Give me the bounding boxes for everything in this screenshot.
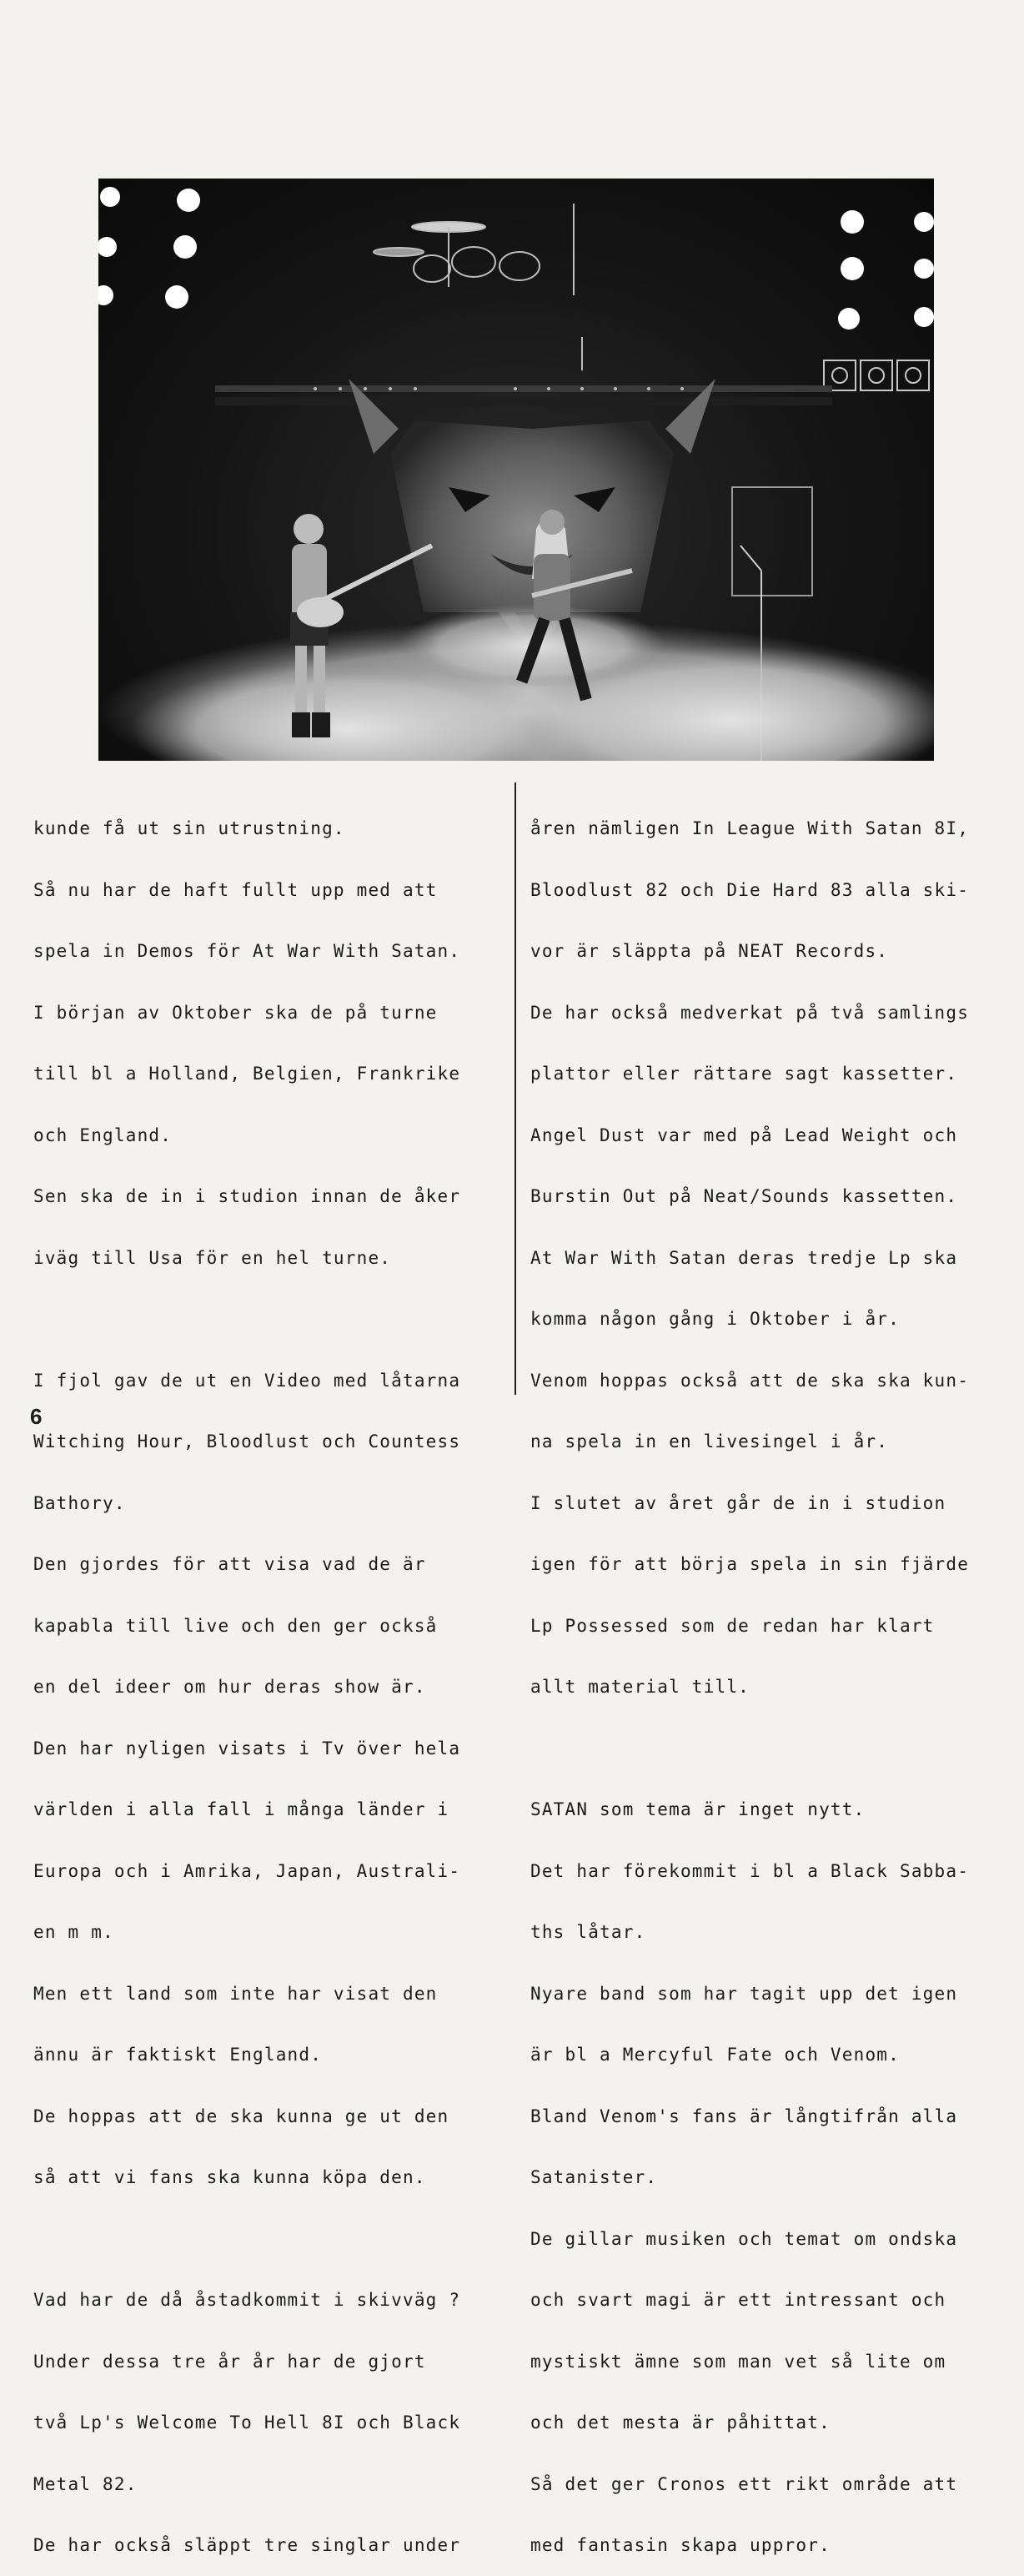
text-line: kunde få ut sin utrustning. bbox=[33, 818, 345, 838]
text-line: ths låtar. bbox=[530, 1922, 646, 1942]
text-line: Angel Dust var med på Lead Weight och bbox=[530, 1124, 958, 1145]
text-line: Burstin Out på Neat/Sounds kassetten. bbox=[530, 1186, 958, 1206]
text-line: Europa och i Amrika, Japan, Australi- bbox=[33, 1860, 461, 1881]
stage-monitor bbox=[732, 487, 812, 596]
text-line: ännu är faktiskt England. bbox=[33, 2045, 323, 2065]
text-line: två Lp's Welcome To Hell 8I och Black bbox=[33, 2412, 461, 2433]
text-line: och det mesta är påhittat. bbox=[530, 2412, 831, 2433]
text-line: De hoppas att de ska kunna ge ut den bbox=[33, 2106, 449, 2126]
text-line: plattor eller rättare sagt kassetter. bbox=[530, 1064, 958, 1084]
text-line: na spela in en livesingel i år. bbox=[530, 1431, 889, 1452]
text-line: igen för att börja spela in sin fjärde bbox=[530, 1554, 970, 1574]
text-line: allt material till. bbox=[530, 1677, 750, 1697]
stage-lights-right bbox=[838, 210, 934, 330]
text-line: är bl a Mercyful Fate och Venom. bbox=[530, 2045, 900, 2065]
text-line: Metal 82. bbox=[33, 2473, 138, 2494]
stage-smoke bbox=[98, 604, 934, 761]
text-line: så att vi fans ska kunna köpa den. bbox=[33, 2167, 426, 2187]
text-line: och svart magi är ett intressant och bbox=[530, 2290, 946, 2310]
article-column-left bbox=[33, 777, 500, 2576]
text-line: en m m. bbox=[33, 1922, 114, 1942]
page-number: 6 bbox=[30, 1404, 43, 1429]
paragraph-gap bbox=[530, 1738, 997, 1759]
article-column-right bbox=[530, 777, 997, 2576]
text-line: Så nu har de haft fullt upp med att bbox=[33, 879, 438, 900]
text-line: Witching Hour, Bloodlust och Countess bbox=[33, 1431, 461, 1452]
text-line: De har också medverkat på två samlings bbox=[530, 1002, 970, 1023]
stage-lights-left bbox=[98, 187, 200, 309]
text-line: iväg till Usa för en hel turne. bbox=[33, 1247, 392, 1268]
text-line: Det har förekommit i bl a Black Sabba- bbox=[530, 1860, 970, 1881]
text-line: De har också släppt tre singlar under bbox=[33, 2535, 461, 2555]
text-line: Den gjordes för att visa vad de är bbox=[33, 1554, 426, 1574]
text-line: Under dessa tre år år har de gjort bbox=[33, 2351, 426, 2372]
text-line: mystiskt ämne som man vet så lite om bbox=[530, 2351, 946, 2372]
text-line: Satanister. bbox=[530, 2167, 658, 2187]
text-line: världen i alla fall i många länder i bbox=[33, 1799, 449, 1819]
text-line: I slutet av året går de in i studion bbox=[530, 1492, 946, 1513]
drum-kit bbox=[374, 204, 582, 370]
text-line: vor är släppta på NEAT Records. bbox=[530, 941, 889, 961]
text-line: I början av Oktober ska de på turne bbox=[33, 1002, 438, 1023]
text-line: Den har nyligen visats i Tv över hela bbox=[33, 1738, 461, 1758]
paragraph-gap bbox=[33, 1309, 500, 1330]
concert-photo bbox=[98, 179, 934, 761]
text-line: Lp Possessed som de redan har klart bbox=[530, 1615, 935, 1636]
text-line: Bathory. bbox=[33, 1492, 126, 1513]
text-line: Venom hoppas också att de ska ska kun- bbox=[530, 1370, 970, 1391]
text-line: Vad har de då åstadkommit i skivväg ? bbox=[33, 2290, 461, 2310]
paragraph-gap bbox=[33, 2229, 500, 2250]
column-divider bbox=[515, 782, 516, 1395]
text-line: Men ett land som inte har visat den bbox=[33, 1983, 438, 2004]
concert-photo-illustration bbox=[98, 179, 934, 761]
text-line: SATAN som tema är inget nytt. bbox=[530, 1799, 866, 1819]
text-line: Sen ska de in i studion innan de åker bbox=[33, 1186, 461, 1206]
text-line: till bl a Holland, Belgien, Frankrike bbox=[33, 1064, 461, 1084]
speaker-cabinets bbox=[824, 360, 929, 390]
text-line: I fjol gav de ut en Video med låtarna bbox=[33, 1370, 461, 1391]
text-line: en del ideer om hur deras show är. bbox=[33, 1677, 426, 1697]
text-line: Bland Venom's fans är långtifrån alla bbox=[530, 2106, 958, 2126]
text-line: kapabla till live och den ger också bbox=[33, 1615, 438, 1636]
text-line: spela in Demos för At War With Satan. bbox=[33, 941, 461, 961]
text-line: och England. bbox=[33, 1124, 173, 1145]
text-line: komma någon gång i Oktober i år. bbox=[530, 1309, 900, 1329]
text-line: med fantasin skapa uppror. bbox=[530, 2535, 831, 2555]
text-line: Nyare band som har tagit upp det igen bbox=[530, 1983, 958, 2004]
text-line: Bloodlust 82 och Die Hard 83 alla ski- bbox=[530, 879, 970, 900]
text-line: At War With Satan deras tredje Lp ska bbox=[530, 1247, 958, 1268]
text-line: De gillar musiken och temat om ondska bbox=[530, 2228, 958, 2249]
text-line: åren nämligen In League With Satan 8I, bbox=[530, 818, 970, 838]
text-line: Så det ger Cronos ett rikt område att bbox=[530, 2473, 958, 2494]
lighting-truss bbox=[215, 385, 832, 405]
